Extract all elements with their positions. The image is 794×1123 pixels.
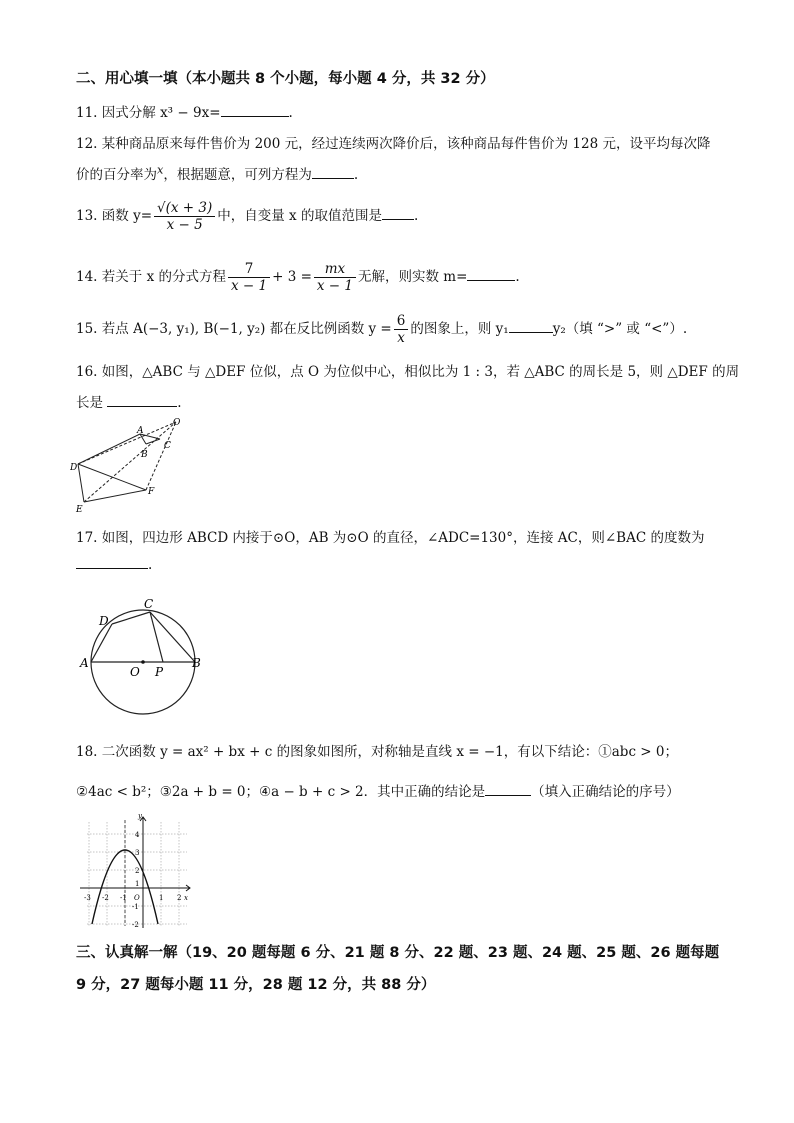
question-number: 18. <box>76 744 98 760</box>
question-text: 函数 y= <box>101 208 153 224</box>
question-text: 如图，四边形 ABCD 内接于⊙O，AB 为⊙O 的直径，∠ADC=130°，连接 AC，则∠BAC 的度数为 <box>101 530 705 546</box>
question-text: ，根据题意，可列方程为 <box>163 167 312 183</box>
question-text: ②4ac < b²；③2a + b = 0；④a − b + c > 2．其中正确的结论是 <box>76 784 486 800</box>
y-axis-label: y <box>138 812 142 820</box>
question-end: . <box>353 167 359 183</box>
y-tick-label: 2 <box>135 867 140 875</box>
x-axis-label: x <box>184 894 188 902</box>
label-c: C <box>164 441 171 451</box>
question-13 <box>76 200 418 233</box>
question-number: 15. <box>76 321 98 337</box>
label-d: D <box>99 614 109 628</box>
question-text: 长是 <box>76 395 103 411</box>
question-number: 17. <box>76 530 98 546</box>
question-text: 若关于 x 的分式方程 <box>101 269 226 285</box>
question-18-line-2 <box>76 780 680 800</box>
parabola-graph-figure <box>72 812 197 930</box>
question-14 <box>76 261 520 294</box>
question-text: 的图象上，则 y₁ <box>410 321 509 337</box>
question-11 <box>76 101 293 121</box>
fraction: $\frac{√(x + 3)}{x - 5}$ <box>154 200 215 233</box>
label-b: B <box>141 450 148 460</box>
question-text: 二次函数 y = ax² + bx + c 的图象如图所，对称轴是直线 x = −1，有以下结论：①abc > 0； <box>101 744 678 760</box>
question-text: （填入正确结论的序号） <box>531 784 680 800</box>
x-tick-label: 1 <box>159 894 164 902</box>
question-number: 12. <box>76 136 98 152</box>
question-number: 13. <box>76 208 98 224</box>
y-tick-label: 3 <box>135 849 140 857</box>
question-12-line-2 <box>76 163 358 183</box>
answer-blank[interactable] <box>312 178 354 179</box>
label-a: A <box>80 656 89 670</box>
question-end: . <box>413 208 419 224</box>
fraction: $\frac{7}{x - 1}$ <box>228 261 270 294</box>
answer-blank[interactable] <box>107 406 177 407</box>
section-2-title: 二、用心填一填（本小题共 8 个小题，每小题 4 分，共 32 分） <box>76 71 495 87</box>
x-tick-label: 2 <box>177 894 182 902</box>
question-number: 16. <box>76 364 98 380</box>
label-o: O <box>130 665 140 679</box>
y-tick-label: -1 <box>132 903 139 911</box>
answer-blank[interactable] <box>76 568 148 569</box>
question-end: . <box>515 269 520 285</box>
question-text: 若点 A(−3, y₁), B(−1, y₂) 都在反比例函数 y = <box>101 321 392 337</box>
y-tick-label: -2 <box>132 921 139 929</box>
label-f: F <box>148 487 155 497</box>
fraction: $\frac{6}{x}$ <box>394 313 409 346</box>
section-3-title-line-2: 9 分，27 题每小题 11 分，28 题 12 分，共 88 分） <box>76 977 436 993</box>
answer-blank[interactable] <box>221 116 289 117</box>
inscribed-quadrilateral-figure <box>78 596 208 716</box>
question-end: . <box>177 395 182 411</box>
fraction: $\frac{mx}{x - 1}$ <box>314 261 356 294</box>
question-17-line-1 <box>76 526 704 546</box>
question-end: . <box>148 557 153 573</box>
question-text: 中，自变量 x 的取值范围是 <box>217 208 382 224</box>
section-3-title-line-1: 三、认真解一解（19、20 题每题 6 分、21 题 8 分、22 题、23 题、24 题、25 题、26 题每题 <box>76 945 720 961</box>
question-text: 某种商品原来每件售价为 200 元，经过连续两次降价后，该种商品每件售价为 128 元，设平均每次降 <box>101 136 711 152</box>
label-c: C <box>144 597 154 611</box>
answer-blank[interactable] <box>467 280 515 281</box>
origin-label: O <box>134 894 140 902</box>
label-p: P <box>155 665 164 679</box>
question-text: 价的百分率为 <box>76 167 157 183</box>
answer-blank[interactable] <box>382 219 414 220</box>
question-text: y₂（填 “>” 或 “<”）. <box>552 321 688 337</box>
label-b: B <box>192 656 201 670</box>
question-text: 无解，则实数 m= <box>358 269 468 285</box>
similar-triangles-figure <box>70 414 195 514</box>
label-d: D <box>70 463 78 473</box>
y-tick-label: 1 <box>135 880 140 888</box>
answer-blank[interactable] <box>485 795 531 796</box>
question-number: 11. <box>76 105 98 121</box>
x-tick-label: -1 <box>120 894 127 902</box>
x-tick-label: -2 <box>102 894 109 902</box>
x-tick-label: -3 <box>84 894 91 902</box>
question-16-line-2 <box>76 391 182 411</box>
question-end: . <box>288 105 293 121</box>
question-text: + 3 = <box>272 269 312 285</box>
answer-blank[interactable] <box>509 332 553 333</box>
question-15 <box>76 313 687 346</box>
y-tick-label: 4 <box>135 831 140 839</box>
question-number: 14. <box>76 269 98 285</box>
label-o: O <box>173 418 181 428</box>
question-12-line-1 <box>76 132 710 152</box>
question-16-line-1 <box>76 360 739 380</box>
variable: x <box>157 163 164 177</box>
question-18-line-1 <box>76 740 678 760</box>
question-text: 如图，△ABC 与 △DEF 位似，点 O 为位似中心，相似比为 1 : 3，若 △ABC 的周长是 5，则 △DEF 的周 <box>101 364 740 380</box>
question-text: 因式分解 x³ − 9x= <box>101 105 221 121</box>
label-e: E <box>76 505 83 514</box>
question-17-line-2 <box>76 557 152 573</box>
label-a: A <box>137 426 144 436</box>
